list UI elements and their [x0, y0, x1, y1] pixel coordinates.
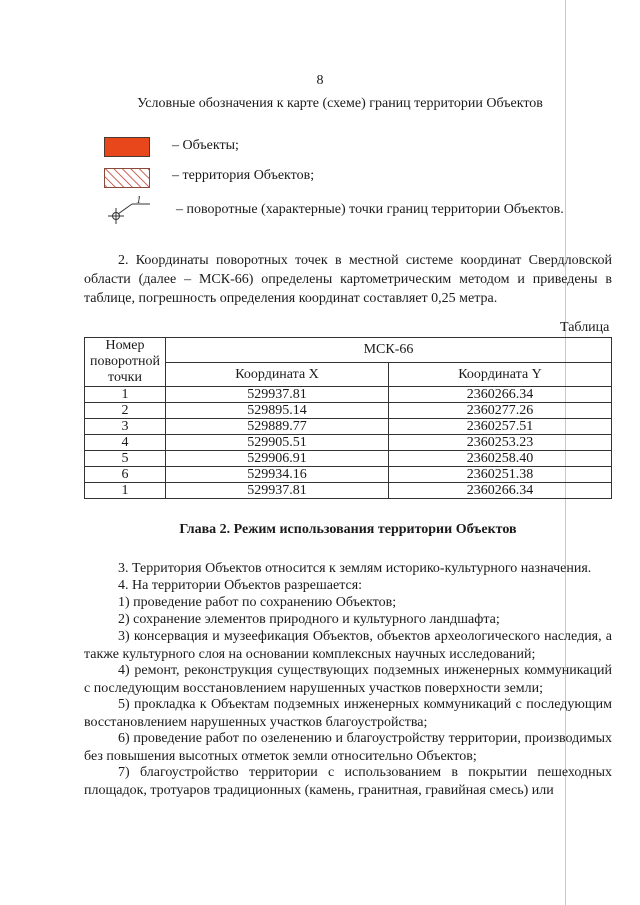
subitem-4: 4) ремонт, реконструкция существующих подземных инженерных коммуникаций с последующим восстановлением нарушенных участков поверхности земли; [84, 663, 612, 696]
table-row [85, 419, 612, 435]
coordinates-table [84, 337, 612, 499]
subitem-5: 5) прокладка к Объектам подземных инженерных коммуникаций с последующим восстановлением нарушенных участков благоустройства; [84, 697, 612, 730]
subitem-2: 2) сохранение элементов природного и культурного ландшафта; [118, 612, 500, 627]
table-row [85, 387, 612, 403]
coordinate-x: 529895.14 [166, 403, 389, 419]
coordinate-y: 2360257.51 [389, 419, 612, 435]
header-point-number: Номер поворотной точки [85, 338, 166, 387]
point-number: 5 [85, 451, 166, 467]
paragraph-2: 2. Координаты поворотных точек в местной системе координат Свердловской области (далее – МСК-66) определены картометрическим методом и приведены в таблице, погрешность определения координат составляет 0,25 метра. [84, 253, 612, 306]
legend-territory-label: – территория Объектов; [172, 168, 315, 183]
coordinate-y: 2360277.26 [389, 403, 612, 419]
coordinate-x: 529934.16 [166, 467, 389, 483]
coordinate-y: 2360266.34 [389, 387, 612, 403]
coordinate-x: 529937.81 [166, 483, 389, 499]
coordinate-x: 529906.91 [166, 451, 389, 467]
legend-title: Условные обозначения к карте (схеме) границ территории Объектов [137, 96, 543, 111]
page-number: 8 [316, 73, 324, 88]
point-marker-number: 1 [136, 194, 142, 206]
chapter-title: Глава 2. Режим использования территории Объектов [179, 522, 517, 537]
header-coordinate-y: Координата Y [389, 362, 612, 387]
coordinate-x: 529937.81 [166, 387, 389, 403]
turning-point-icon [106, 194, 156, 226]
table-row [85, 403, 612, 419]
point-number: 2 [85, 403, 166, 419]
coordinate-y: 2360253.23 [389, 435, 612, 451]
coordinate-x: 529889.77 [166, 419, 389, 435]
subitem-1: 1) проведение работ по сохранению Объектов; [118, 595, 397, 610]
point-number: 4 [85, 435, 166, 451]
legend-points-label: – поворотные (характерные) точки границ территории Объектов. [176, 202, 564, 217]
coordinate-y: 2360266.34 [389, 483, 612, 499]
legend-objects-label: – Объекты; [172, 138, 239, 153]
table-row [85, 483, 612, 499]
subitem-6: 6) проведение работ по озеленению и благоустройству территории, производимых без повышения высотных отметок земли относительно Объектов; [84, 731, 612, 764]
point-number: 1 [85, 483, 166, 499]
table-row [85, 467, 612, 483]
coordinate-x: 529905.51 [166, 435, 389, 451]
territory-hatch-icon [104, 168, 150, 188]
point-number: 3 [85, 419, 166, 435]
coordinate-y: 2360258.40 [389, 451, 612, 467]
table-caption: Таблица [560, 320, 610, 335]
table-row [85, 435, 612, 451]
coordinate-y: 2360251.38 [389, 467, 612, 483]
subitem-7: 7) благоустройство территории с использованием в покрытии пешеходных площадок, тротуаров традиционных (камень, гранитная, гравийная смесь) или [84, 765, 612, 798]
table-row [85, 451, 612, 467]
point-number: 1 [85, 387, 166, 403]
subitem-3: 3) консервация и музеефикация Объектов, объектов археологического наследия, а также культурного слоя на основании комплексных научных исследований; [84, 629, 612, 662]
header-msk66: МСК-66 [166, 338, 612, 363]
objects-swatch-icon [104, 137, 150, 157]
item-4: 4. На территории Объектов разрешается: [118, 578, 363, 593]
header-coordinate-x: Координата X [166, 362, 389, 387]
item-3: 3. Территория Объектов относится к землям историко-культурного назначения. [118, 561, 592, 576]
point-number: 6 [85, 467, 166, 483]
